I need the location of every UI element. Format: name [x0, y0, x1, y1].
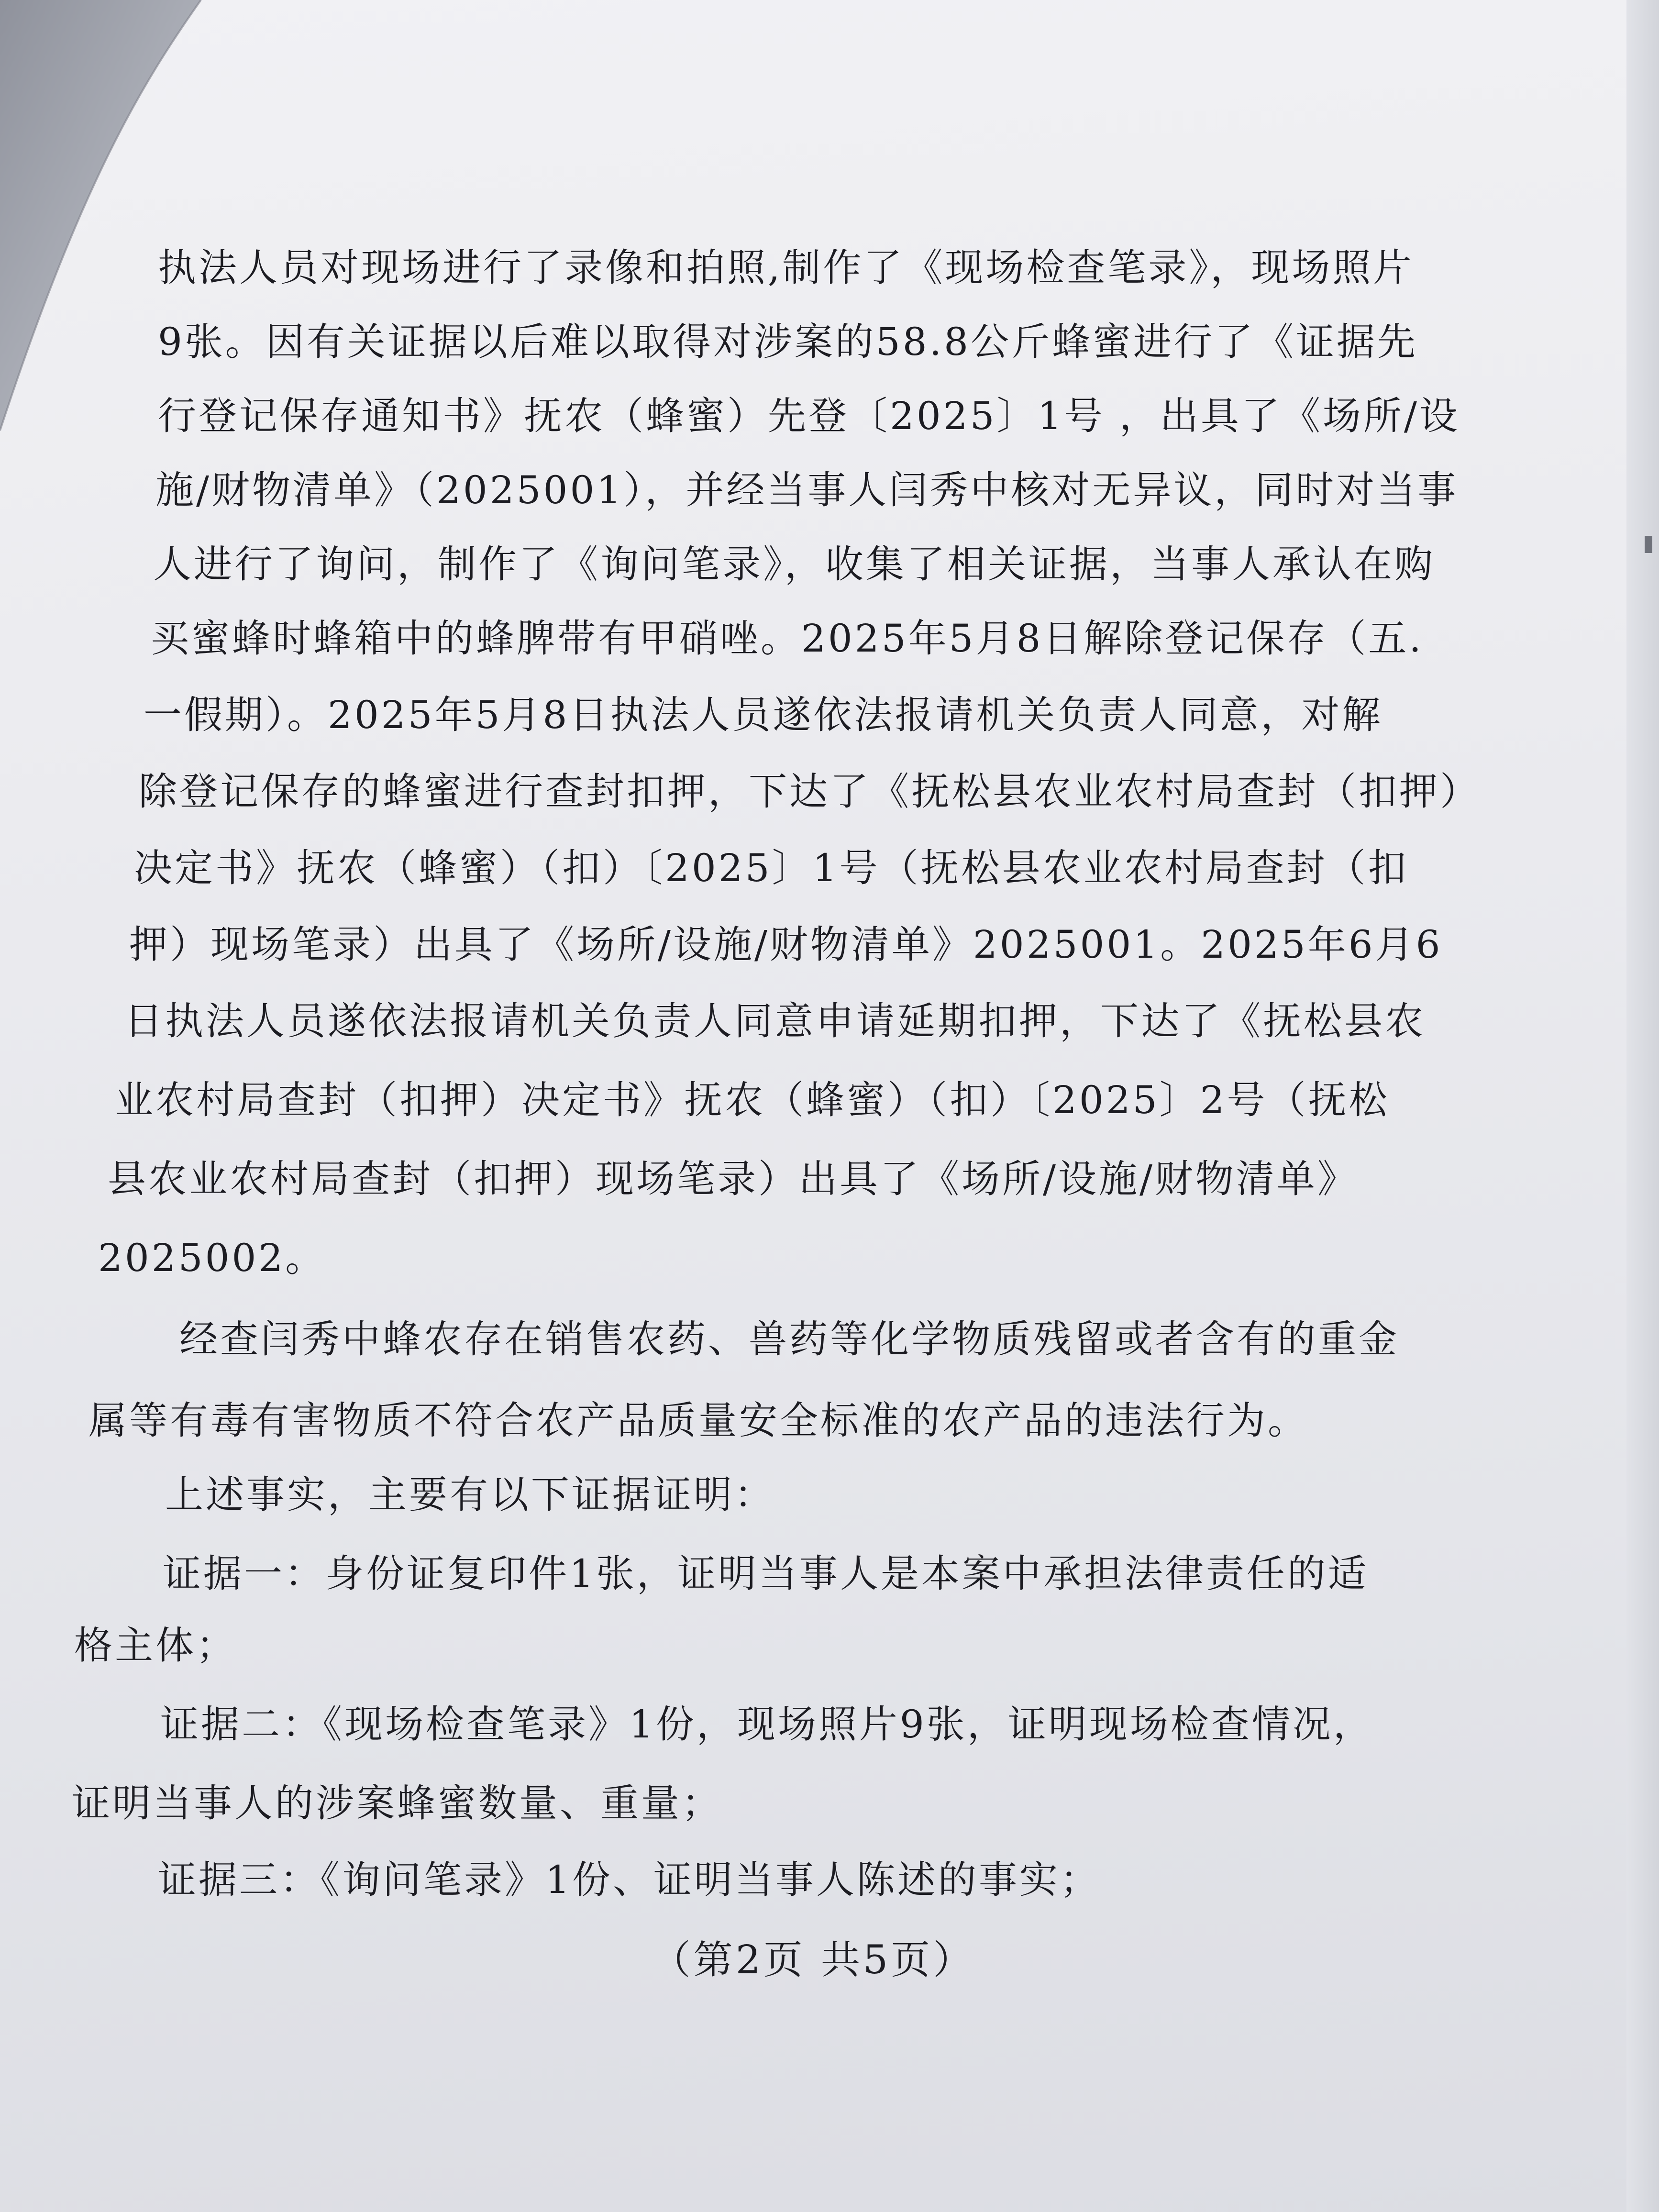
text-line: 日执法人员遂依法报请机关负责人同意申请延期扣押，下达了《抚松县农: [124, 999, 1426, 1043]
text-line: 上述事实，主要有以下证据证明：: [165, 1472, 775, 1517]
text-line: 施/财物清单》（2025001），并经当事人闫秀中核对无异议，同时对当事: [155, 468, 1459, 512]
text-line: 押）现场笔录）出具了《场所/设施/财物清单》2025001。2025年6月6: [129, 922, 1443, 967]
text-line: 除登记保存的蜂蜜进行查封扣押，下达了《抚松县农业农村局查封（扣押）: [139, 769, 1481, 814]
text-line: 人进行了询问，制作了《询问笔录》，收集了相关证据，当事人承认在购: [153, 542, 1435, 586]
text-line: 业农村局查封（扣押）决定书》抚农（蜂蜜）（扣）〔2025〕2号（抚松: [115, 1078, 1390, 1122]
text-line: 证明当事人的涉案蜂蜜数量、重量；: [72, 1781, 722, 1825]
text-line: 证据三：《询问笔录》1份、证明当事人陈述的事实；: [158, 1858, 1101, 1902]
text-line: 证据一：身份证复印件1张，证明当事人是本案中承担法律责任的适: [163, 1551, 1369, 1596]
text-line: 证据二：《现场检查笔录》1份，现场照片9张，证明现场检查情况，: [160, 1702, 1374, 1747]
text-line: 属等有毒有害物质不符合农产品质量安全标准的农产品的违法行为。: [88, 1398, 1308, 1443]
text-line: 行登记保存通知书》抚农（蜂蜜）先登〔2025〕1号 ，出具了《场所/设: [158, 394, 1460, 438]
page-number: （第2页 共5页）: [651, 1937, 975, 1983]
text-line: 一假期）。2025年5月8日执法人员遂依法报请机关负责人同意，对解: [144, 693, 1383, 737]
text-line: 决定书》抚农（蜂蜜）（扣）〔2025〕1号（抚松县农业农村局查封（扣: [134, 846, 1409, 890]
text-line: 执法人员对现场进行了录像和拍照,制作了《现场检查笔录》，现场照片: [158, 245, 1414, 290]
text-line: 县农业农村局查封（扣押）现场笔录）出具了《场所/设施/财物清单》: [108, 1157, 1358, 1201]
text-line: 2025002。: [98, 1236, 326, 1280]
text-line: 经查闫秀中蜂农存在销售农药、兽药等化学物质残留或者含有的重金: [179, 1317, 1399, 1361]
text-line: 9张。因有关证据以后难以取得对涉案的58.8公斤蜂蜜进行了《证据先: [158, 320, 1418, 364]
text-line: 买蜜蜂时蜂箱中的蜂脾带有甲硝唑。2025年5月8日解除登记保存（五.: [151, 616, 1424, 661]
text-line: 格主体；: [74, 1623, 237, 1668]
